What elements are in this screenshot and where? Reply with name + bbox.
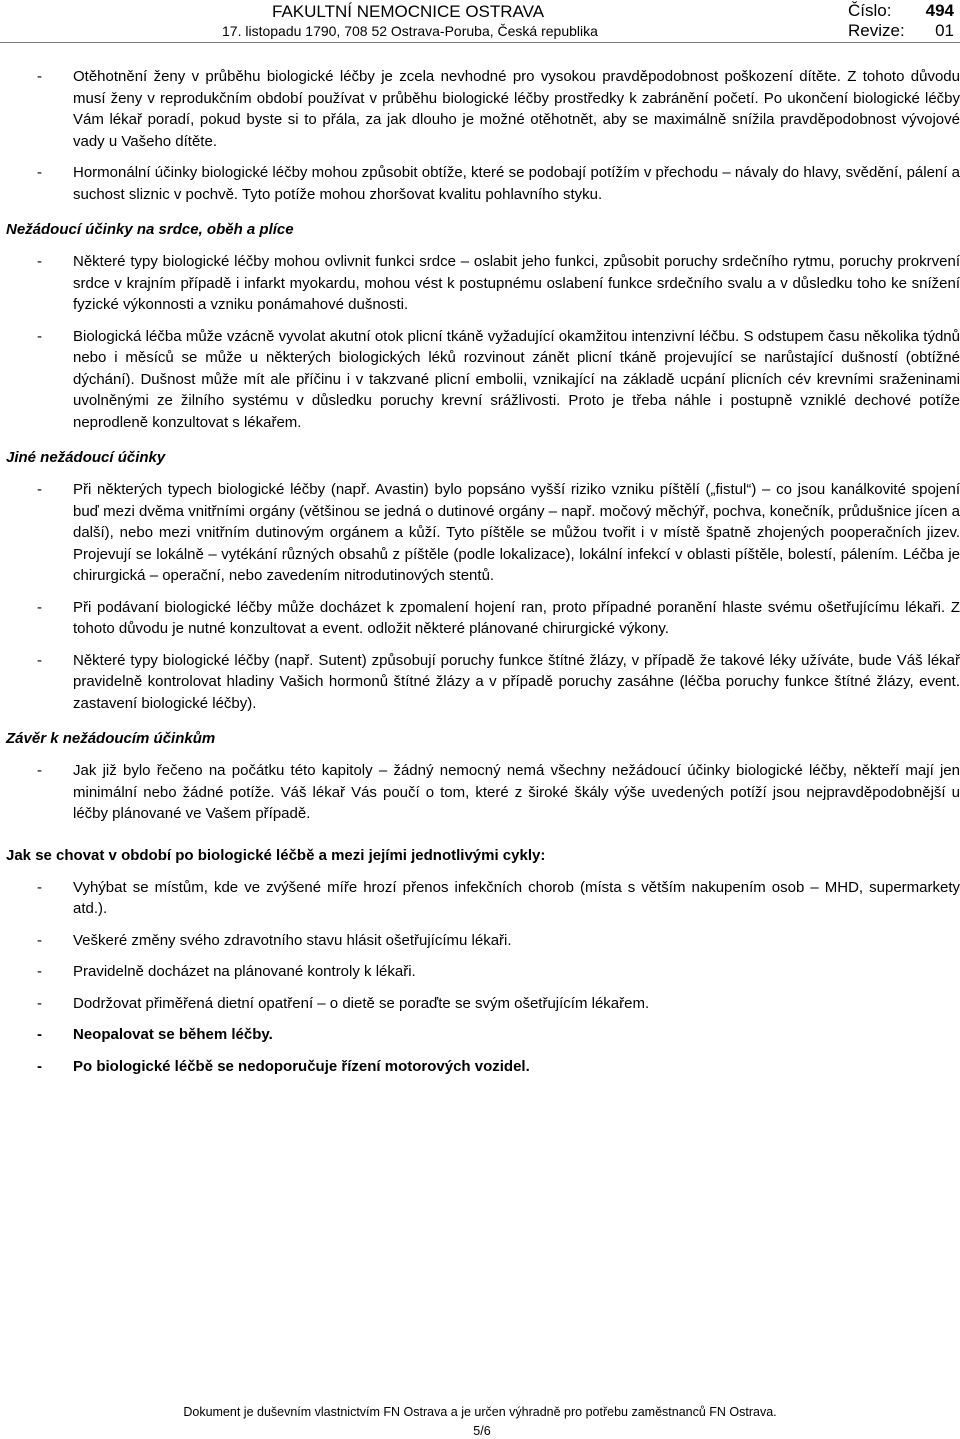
hospital-name: FAKULTNÍ NEMOCNICE OSTRAVA (272, 2, 545, 21)
list-item-text: Neopalovat se během léčby. (73, 1026, 273, 1043)
number-value: 494 (925, 1, 954, 20)
list-item (0, 961, 960, 983)
section-heading: Jak se chovat v období po biologické léčbě a mezi jejími jednotlivými cykly: (6, 846, 546, 864)
dash-bullet: - (37, 1057, 42, 1075)
section-heading: Nežádoucí účinky na srdce, oběh a plíce (6, 221, 294, 238)
list-item (0, 1056, 960, 1078)
dash-bullet: - (37, 963, 42, 980)
dash-bullet: - (37, 253, 42, 270)
list-item-text: Biologická léčba může vzácně vyvolat akutní otok plicní tkáně vyžadující okamžitou intenzivní léčbu. S odstupem času několika týdnů nebo i měsíců se může u některých biologických léků rozvinout zánět plicní tkáně projevující se narůstající dušností (obtížné dýchání). Dušnost může mít ale příčinu i v takzvané plicní embolii, vznikající na základě ucpání plicních cév krevními sraženinami uvolněnými ze žilního systému v důsledku poruchy krevní srážlivosti. Proto je třeba náhle i postupně vzniklé dechové potíže neprodleně konzultovat s lékařem. (73, 327, 960, 431)
list-item (0, 930, 960, 952)
list-item (0, 479, 960, 587)
list-item (0, 66, 960, 152)
list-item (0, 993, 960, 1015)
list-item-text: Jak již bylo řečeno na počátku této kapitoly – žádný nemocný nemá všechny nežádoucí účinky biologické léčby, někteří mají jen minimální nebo žádné potíže. Váš lékař Vás poučí o tom, které z široké škály výše uvedených potíží jsou nejpravděpodobnější u léčby plánované ve Vašem případě. (73, 762, 960, 822)
list-item (0, 760, 960, 825)
list-item (0, 650, 960, 715)
revision-value: 01 (935, 21, 954, 40)
number-label: Číslo: (848, 1, 892, 20)
dash-bullet: - (37, 481, 42, 498)
list-item-text: Při některých typech biologické léčby (např. Avastin) bylo popsáno vyšší riziko vzniku píštělí („fistul“) – co jsou kanálkovité spojení buď mezi dvěma vnitřními orgány (většinou se jedná o dutinové orgány – např. močový měchýř, pochva, konečník, průdušnice jícen a další), nebo mezi vnitřním dutinovým orgánem a kůží. Tyto píštěle se můžou tvořit i v místě špatně zhojených pooperačních jizev. Projevují se lokálně – vytékání různých obsahů z píštěle (podle lokalizace), lokální infekcí v oblasti píštěle, bolestí, pálením. Léčba je chirurgická – operační, nebo zavedením nitrodutinových stentů. (73, 481, 960, 584)
page-header (0, 0, 960, 44)
page-footer (0, 1404, 960, 1439)
list-item (0, 162, 960, 205)
hospital-address: 17. listopadu 1790, 708 52 Ostrava-Poruba, Česká republika (222, 23, 598, 39)
dash-bullet: - (37, 762, 42, 779)
list-item-text: Otěhotnění ženy v průběhu biologické léčby je zcela nevhodné pro vysokou pravděpodobnost poškození dítěte. Z tohoto důvodu musí ženy v reprodukčním období používat v průběhu biologické léčby prostředky k zabránění početí. Po ukončení biologické léčby Vám lékař poradí, pokud byste si to přála, za jak dlouho je možné otěhotnět, aby se maximálně snížila pravděpodobnost vývojové vady u Vašeho dítěte. (73, 68, 960, 150)
document-body (0, 66, 960, 1077)
list-item-text: Při podávaní biologické léčby může docházet k zpomalení hojení ran, proto případné poranění hlaste svému ošetřujícímu lékaři. Z tohoto důvodu je nutné konzultovat a event. odložit některé plánované chirurgické výkony. (73, 598, 960, 637)
document-meta (848, 1, 954, 41)
list-item (0, 326, 960, 434)
page-number: 5/6 (473, 1424, 491, 1438)
list-item (0, 1024, 960, 1046)
list-item-text: Hormonální účinky biologické léčby mohou způsobit obtíže, které se podobají potížím v přechodu – návaly do hlavy, svědění, pálení a suchost sliznic v pochvě. Tyto potíže mohou zhoršovat kvalitu pohlavního styku. (73, 164, 960, 203)
list-item-text: Po biologické léčbě se nedoporučuje řízení motorových vozidel. (73, 1057, 530, 1075)
revision-label: Revize: (848, 21, 905, 40)
list-item-text: Veškeré změny svého zdravotního stavu hlásit ošetřujícímu lékaři. (73, 931, 512, 949)
list-item (0, 251, 960, 316)
list-item-text: Vyhýbat se místům, kde ve zvýšené míře hrozí přenos infekčních chorob (místa s větším nakupením osob – MHD, supermarkety atd.). (73, 878, 960, 917)
list-item (0, 597, 960, 640)
section-heading: Závěr k nežádoucím účinkům (6, 730, 216, 747)
ownership-notice: Dokument je duševním vlastnictvím FN Ostrava a je určen výhradně pro potřebu zaměstnanců FN Ostrava. (183, 1405, 777, 1419)
section-heading: Jiné nežádoucí účinky (6, 449, 166, 466)
list-item-text: Pravidelně docházet na plánované kontroly k lékaři. (73, 963, 416, 980)
dash-bullet: - (37, 68, 42, 85)
list-item-text: Některé typy biologické léčby (např. Sutent) způsobují poruchy funkce štítné žlázy, v případě že takové léky užíváte, bude Váš lékař pravidelně kontrolovat hladiny Vašich hormonů štítné žlázy a v případě poruchy zasáhne (léčba poruchy funkce štítné žlázy, event. zastavení biologické léčby). (73, 651, 960, 712)
dash-bullet: - (37, 164, 42, 181)
dash-bullet: - (37, 994, 42, 1012)
dash-bullet: - (37, 651, 42, 669)
list-item-text: Dodržovat přiměřená dietní opatření – o dietě se poraďte se svým ošetřujícím lékařem. (73, 994, 650, 1012)
dash-bullet: - (37, 598, 42, 616)
dash-bullet: - (37, 931, 42, 949)
dash-bullet: - (37, 327, 42, 345)
list-item-text: Některé typy biologické léčby mohou ovlivnit funkci srdce – oslabit jeho funkci, způsobit poruchy srdečního rytmu, poruchy prokrvení srdce v krajním případě i infarkt myokardu, mohou vést k postupnému oslabení funkce srdečního svalu a v důsledku toho ke snížení fyzické výkonnosti a vzniku ponámahové dušnosti. (73, 253, 960, 313)
list-item (0, 877, 960, 920)
header-divider (0, 42, 960, 43)
dash-bullet: - (37, 878, 42, 896)
dash-bullet: - (37, 1026, 42, 1043)
